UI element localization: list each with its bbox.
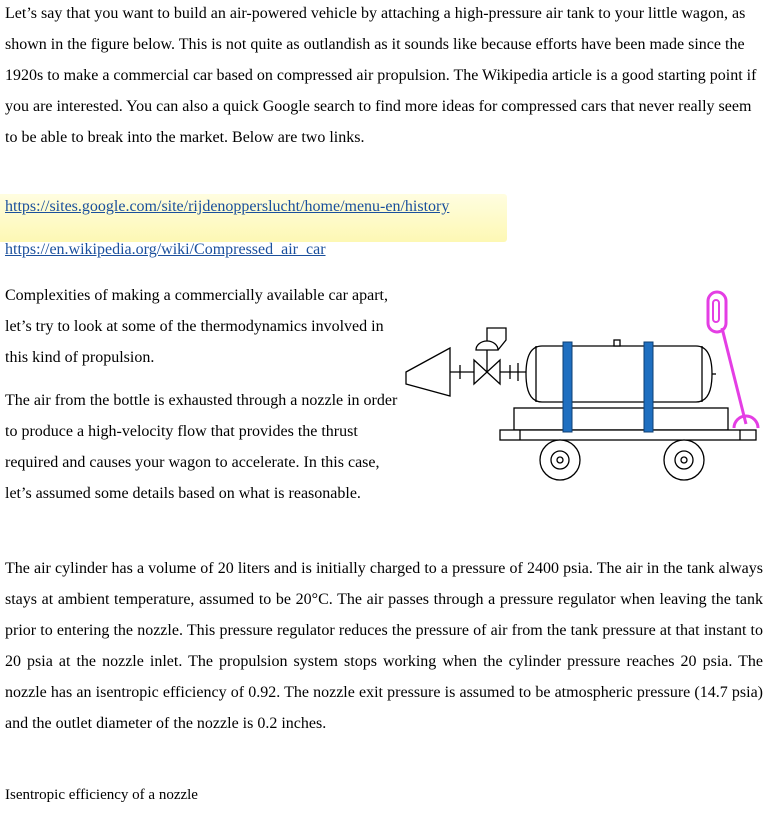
rear-wheel <box>664 440 704 480</box>
tank-strap-front <box>563 342 572 432</box>
wikipedia-link[interactable]: https://en.wikipedia.org/wiki/Compressed_air_car <box>5 241 326 258</box>
link-line-1 <box>5 198 449 216</box>
intro-paragraph: Let’s say that you want to build an air-powered vehicle by attaching a high-pressure air tank to your little wagon, as shown in the figure below. This is not quite as outlandish as it sounds like because efforts have been made since the 1920s to make a commercial car based on compressed air propulsion. The Wikipedia article is a good starting point if you are interested. You can also a quick Google search to find more ideas for compressed cars that never really seem to be able to break into the market. Below are two links. <box>5 5 757 146</box>
regulator-dome <box>476 341 498 350</box>
link-line-2 <box>5 241 326 259</box>
nozzle-paragraph: The air from the bottle is exhausted through a nozzle in order to produce a high-velocity flow that provides the thrust required and causes your wagon to accelerate. In this case, let’s assumed some details based on what is reasonable. <box>5 392 398 502</box>
history-link[interactable]: https://sites.google.com/site/rijdenopperslucht/home/menu-en/history <box>5 198 450 215</box>
nozzle-shape <box>406 348 450 396</box>
tank-strap-rear <box>644 342 653 432</box>
air-wagon-figure <box>400 288 769 488</box>
front-wheel <box>540 440 580 480</box>
complexities-paragraph: Complexities of making a commercially available car apart, let’s try to look at some of the thermodynamics involved in this kind of propulsion. <box>5 287 388 366</box>
nozzle-efficiency-caption: Isentropic efficiency of a nozzle <box>5 787 198 803</box>
air-tank <box>526 346 712 402</box>
wagon-bed <box>514 408 728 430</box>
cylinder-paragraph: The air cylinder has a volume of 20 liters and is initially charged to a pressure of 2400 psia. The air in the tank always stays at ambient temperature, assumed to be 20°C. The air passes through a pressure regulator when leaving the tank prior to entering the nozzle. This pressure regulator reduces the pressure of air from the tank pressure at that instant to 20 psia at the nozzle inlet. The propulsion system stops working when the cylinder pressure reaches 20 psia. The nozzle has an isentropic efficiency of 0.92. The nozzle exit pressure is assumed to be atmospheric pressure (14.7 psia) and the outlet diameter of the nozzle is 0.2 inches. <box>5 560 763 732</box>
